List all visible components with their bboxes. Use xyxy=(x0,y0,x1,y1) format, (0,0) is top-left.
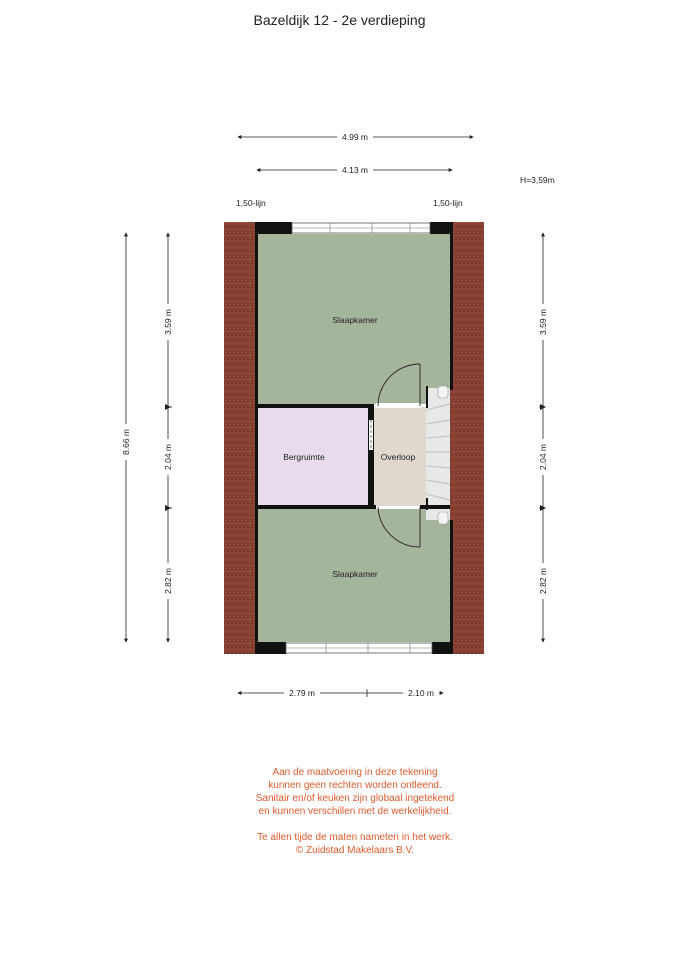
dim-left-total: 8.66 m xyxy=(121,429,131,455)
line-label-left: 1,50-lijn xyxy=(236,198,266,208)
dim-left-mid: 2.04 m xyxy=(163,444,173,470)
roof-tiles-left-mid xyxy=(237,405,255,508)
window-top xyxy=(258,222,450,234)
stairs xyxy=(426,386,450,524)
room-label-bergruimte: Bergruimte xyxy=(283,452,325,462)
room-label-slaapkamer-bottom: Slaapkamer xyxy=(332,569,378,579)
copyright: © Zuidstad Makelaars B.V. xyxy=(295,845,415,856)
dim-left-bottom: 2.82 m xyxy=(163,568,173,594)
dim-right-mid: 2.04 m xyxy=(538,444,548,470)
disclaimer-line: kunnen geen rechten worden ontleend. xyxy=(268,780,442,791)
height-note: H=3,59m xyxy=(520,175,555,185)
dim-bottom-right: 2.10 m xyxy=(408,688,434,698)
line-label-right: 1,50-lijn xyxy=(433,198,463,208)
dim-bottom-left: 2.79 m xyxy=(289,688,315,698)
door-storage xyxy=(369,420,373,450)
disclaimer-line: Te allen tijde de maten nameten in het werk. xyxy=(257,832,453,843)
disclaimer-line: Sanitair en/of keuken zijn globaal ingetekend xyxy=(255,793,455,804)
roof-tiles-right xyxy=(450,222,484,654)
dim-right-top: 3.59 m xyxy=(538,309,548,335)
dim-top-total: 4.99 m xyxy=(342,132,368,142)
room-label-overloop: Overloop xyxy=(380,452,416,462)
page-title: Bazeldijk 12 - 2e verdieping xyxy=(253,12,426,28)
disclaimer xyxy=(0,766,679,857)
disclaimer-line: en kunnen verschillen met de werkelijkheid. xyxy=(258,806,452,817)
dim-top-inner: 4.13 m xyxy=(342,165,368,175)
dim-right-bottom: 2.82 m xyxy=(538,568,548,594)
room-label-slaapkamer-top: Slaapkamer xyxy=(332,315,378,325)
dim-left-top: 3.59 m xyxy=(163,309,173,335)
disclaimer-line: Aan de maatvoering in deze tekening xyxy=(272,767,438,778)
window-bottom xyxy=(258,642,450,654)
